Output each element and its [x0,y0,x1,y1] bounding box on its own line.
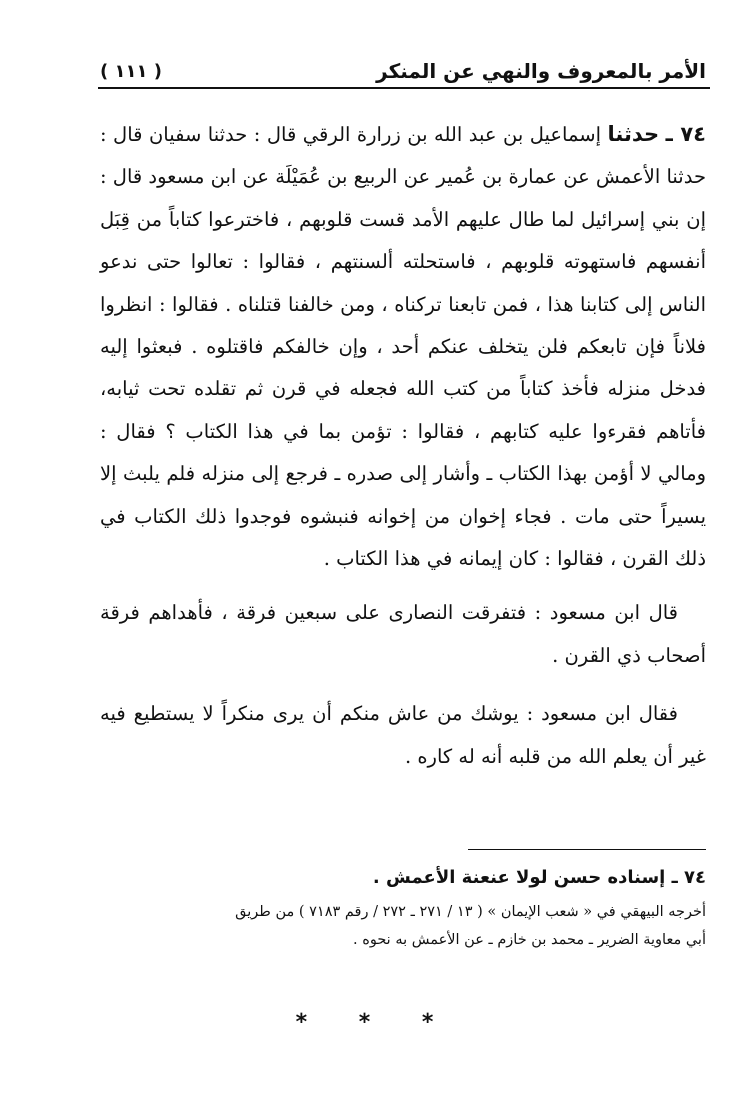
paragraph-3-text: فقال ابن مسعود : يوشك من عاش منكم أن يرى منكراً لا يستطيع فيه غير أن يعلم الله من قلبه أنه له كاره . [100,702,706,768]
section-ornament: * * * [295,1010,456,1035]
paragraph-hadith [100,113,706,580]
header-rule [98,87,710,89]
main-text [100,113,706,778]
footnote [100,858,706,954]
running-header-title: الأمر بالمعروف والنهي عن المنكر [376,59,706,83]
footnote-rule [468,849,706,850]
paragraph-2-text: قال ابن مسعود : فتفرقت النصارى على سبعين فرقة ، فأهداهم فرقة أصحاب ذي القرن . [100,601,706,667]
footnote-line-2: أبي معاوية الضرير ـ محمد بن خازم ـ عن الأعمش به نحوه . [353,932,706,948]
hadith-number: ٧٤ ـ [665,122,706,146]
paragraph-2 [100,592,706,677]
page-number: ( ١١١ ) [100,60,162,82]
footnote-heading: ٧٤ ـ إسناده حسن لولا عنعنة الأعمش . [372,867,706,888]
footnote-line-1: أخرجه البيهقي في « شعب الإيمان » ( ١٣ / ٢٧١ ـ ٢٧٢ / رقم ٧١٨٣ ) من طريق [235,904,706,920]
paragraph-3 [100,693,706,778]
hadith-lead-word: حدثنا [607,122,660,146]
hadith-text: إسماعيل بن عبد الله بن زرارة الرقي قال : حدثنا سفيان قال : حدثنا الأعمش عن عمارة بن عُمير عن الربيع بن عُمَيْلَة عن ابن مسعود قال : إن بني إسرائيل لما طال عليهم الأمد قست قلوبهم ، فاخترعوا كتاباً من قِبَل أنفسهم فاستهوته قلوبهم ، فاستحلته ألسنتهم ، فقالوا : تعالوا حتى ندعو الناس إلى كتابنا هذا ، فمن تابعنا تركناه ، ومن خالفنا قتلناه . فقالوا : انظروا فلاناً فإن تابعكم فلن يتخلف عنكم أحد ، وإن خالفكم فاقتلوه . فبعثوا إليه فدخل منزله فأخذ كتاباً من كتب الله فجعله في قرن ثم تقلده تحت ثيابه، فأتاهم فقرءوا عليه كتابهم ، فقالوا : تؤمن بما في هذا الكتاب ؟ فقال : ومالي لا أؤمن بهذا الكتاب ـ وأشار إلى صدره ـ فرجع إلى منزله فلم يلبث إلا يسيراً حتى مات . فجاء إخوان من إخوانه فنبشوه فوجدوا ذلك الكتاب في ذلك القرن ، فقالوا : كان إيمانه في هذا الكتاب . [100,123,706,571]
running-header [100,55,706,87]
